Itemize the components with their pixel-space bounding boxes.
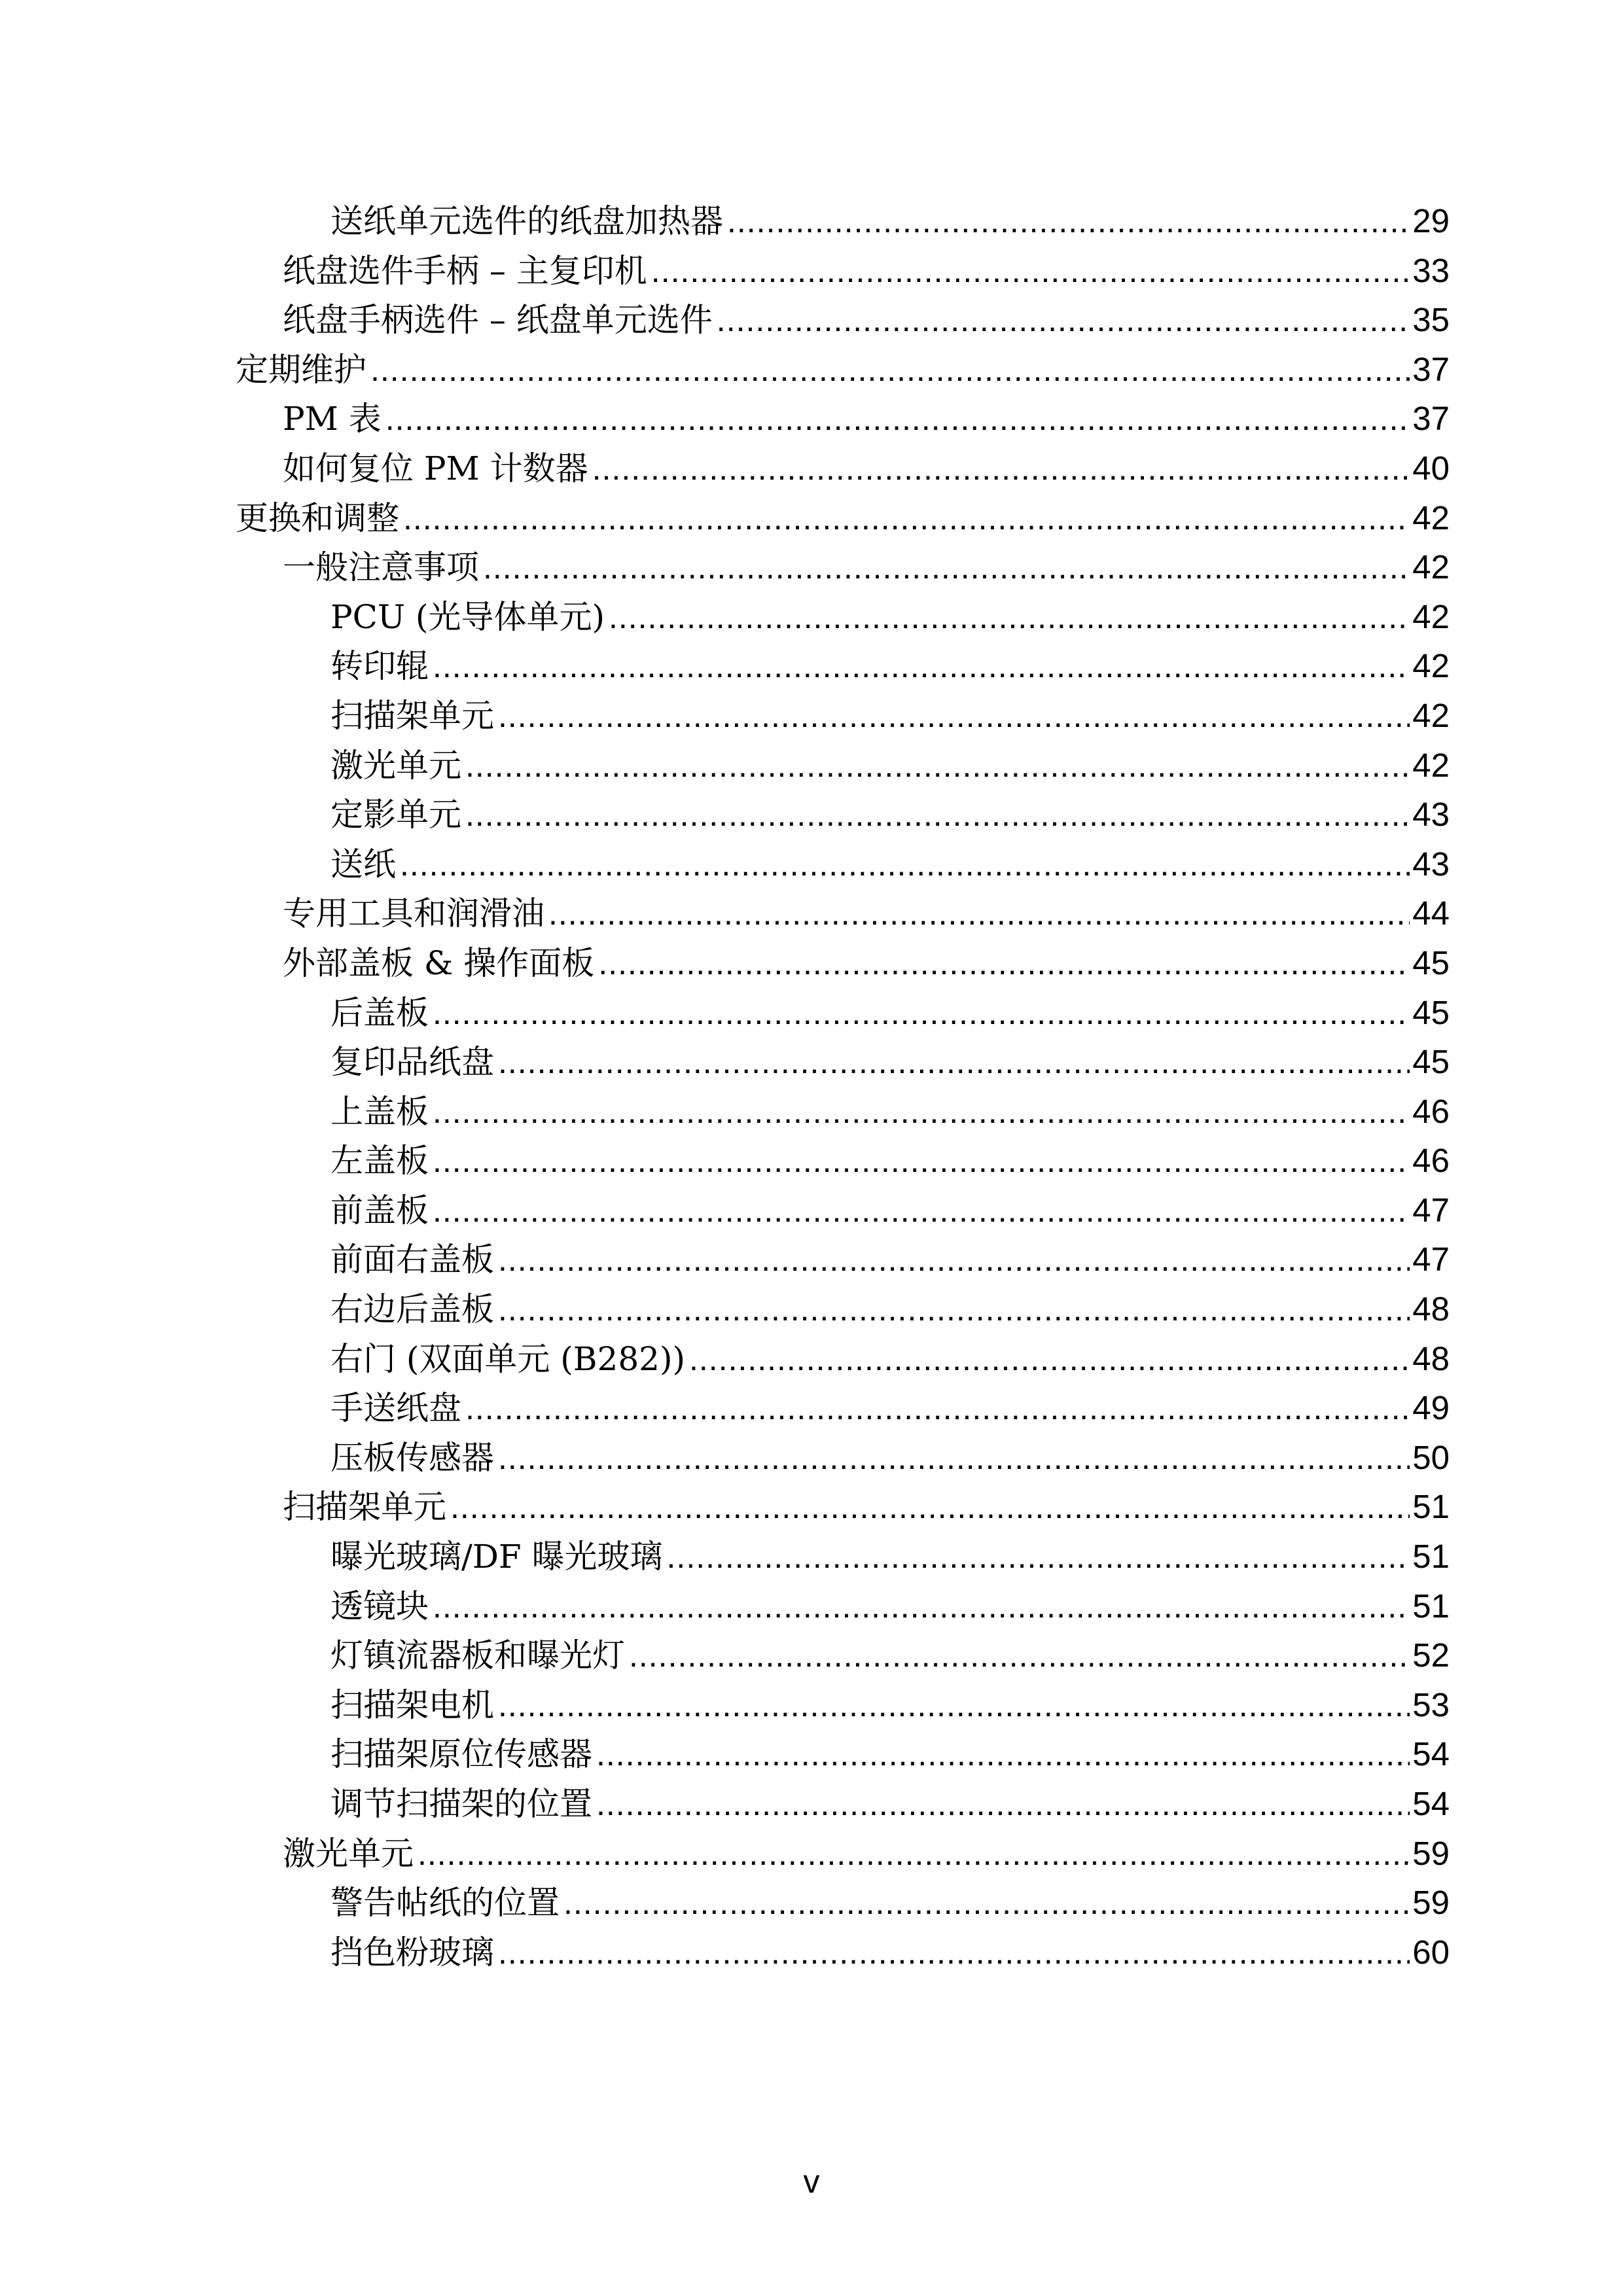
toc-entry-title: 右边后盖板 <box>330 1290 494 1329</box>
toc-entry-title: 激光单元 <box>330 746 461 785</box>
toc-entry[interactable] <box>236 542 1450 592</box>
toc-entry-title: 透镜块 <box>330 1587 429 1625</box>
toc-entry[interactable] <box>236 246 1450 296</box>
toc-entry-page: 29 <box>1412 202 1450 239</box>
toc-entry-title: 专用工具和润滑油 <box>283 894 544 933</box>
toc-entry[interactable] <box>236 295 1450 345</box>
toc-entry[interactable] <box>236 1680 1450 1730</box>
toc-entry[interactable] <box>236 691 1450 741</box>
toc-entry-title: 手送纸盘 <box>330 1389 461 1428</box>
toc-entry-title: 一般注意事项 <box>283 548 479 587</box>
toc-dot-leader <box>596 1780 1410 1829</box>
toc-entry-page: 42 <box>1412 696 1450 734</box>
toc-entry[interactable] <box>236 196 1450 246</box>
toc-entry-title: 警告帖纸的位置 <box>330 1884 560 1922</box>
toc-entry[interactable] <box>236 1433 1450 1483</box>
toc-entry-page: 45 <box>1412 993 1450 1031</box>
toc-entry-title: 定期维护 <box>236 350 366 389</box>
toc-entry-title: 激光单元 <box>283 1834 414 1873</box>
toc-entry[interactable] <box>236 1878 1450 1928</box>
toc-entry-title: 右门 (双面单元 (B282)) <box>330 1339 685 1378</box>
toc-dot-leader <box>563 1879 1410 1928</box>
toc-dot-leader <box>629 1631 1410 1680</box>
toc-dot-leader <box>400 840 1410 889</box>
toc-entry-page: 43 <box>1412 796 1450 834</box>
toc-dot-leader <box>433 989 1410 1038</box>
toc-entry[interactable] <box>236 1186 1450 1235</box>
toc-entry-title: PM 表 <box>283 400 382 438</box>
toc-entry-title: 左盖板 <box>330 1142 429 1180</box>
toc-entry[interactable] <box>236 1779 1450 1829</box>
toc-entry[interactable] <box>236 345 1450 395</box>
toc-entry-page: 46 <box>1412 1142 1450 1180</box>
toc-entry-title: 上盖板 <box>330 1092 429 1131</box>
toc-dot-leader <box>598 939 1410 988</box>
toc-entry-title: 扫描架单元 <box>330 696 494 735</box>
toc-dot-leader <box>483 543 1410 592</box>
toc-entry[interactable] <box>236 988 1450 1038</box>
toc-entry-page: 54 <box>1412 1785 1450 1822</box>
toc-entry-page: 44 <box>1412 894 1450 932</box>
toc-entry-page: 49 <box>1412 1389 1450 1427</box>
toc-entry-title: PCU (光导体单元) <box>330 597 605 636</box>
toc-entry[interactable] <box>236 938 1450 988</box>
toc-entry-page: 60 <box>1412 1933 1450 1971</box>
toc-entry-page: 37 <box>1412 350 1450 388</box>
toc-entry-page: 46 <box>1412 1092 1450 1130</box>
toc-entry-title: 挡色粉玻璃 <box>330 1933 494 1971</box>
toc-entry[interactable] <box>236 444 1450 493</box>
toc-dot-leader <box>498 1038 1410 1087</box>
toc-entry-page: 48 <box>1412 1290 1450 1328</box>
toc-entry-title: 调节扫描架的位置 <box>330 1785 592 1823</box>
toc-dot-leader <box>651 247 1410 296</box>
toc-entry-page: 50 <box>1412 1438 1450 1476</box>
toc-entry[interactable] <box>236 1136 1450 1186</box>
toc-entry-page: 52 <box>1412 1636 1450 1674</box>
toc-entry[interactable] <box>236 1334 1450 1384</box>
toc-entry[interactable] <box>236 790 1450 839</box>
toc-entry[interactable] <box>236 493 1450 543</box>
toc-dot-leader <box>370 345 1410 395</box>
toc-dot-leader <box>433 642 1410 691</box>
toc-dot-leader <box>592 444 1410 493</box>
toc-entry-page: 42 <box>1412 597 1450 635</box>
toc-entry[interactable] <box>236 1235 1450 1284</box>
toc-entry[interactable] <box>236 1087 1450 1137</box>
toc-entry-title: 更换和调整 <box>236 499 399 537</box>
toc-dot-leader <box>667 1532 1410 1581</box>
toc-entry[interactable] <box>236 1383 1450 1433</box>
toc-dot-leader <box>498 1681 1410 1730</box>
toc-dot-leader <box>385 395 1410 444</box>
toc-dot-leader <box>465 1384 1410 1433</box>
toc-dot-leader <box>498 1285 1410 1334</box>
toc-dot-leader <box>717 296 1410 345</box>
toc-dot-leader <box>450 1483 1410 1532</box>
toc-entry-page: 42 <box>1412 499 1450 537</box>
toc-entry-page: 35 <box>1412 301 1450 339</box>
toc-entry[interactable] <box>236 1284 1450 1334</box>
toc-entry-page: 37 <box>1412 400 1450 438</box>
toc-dot-leader <box>548 889 1410 938</box>
toc-dot-leader <box>689 1335 1410 1384</box>
toc-dot-leader <box>498 692 1410 741</box>
toc-dot-leader <box>433 1087 1410 1137</box>
toc-entry-title: 复印品纸盘 <box>330 1043 494 1082</box>
toc-entry[interactable] <box>236 592 1450 642</box>
toc-entry-title: 扫描架单元 <box>283 1488 446 1527</box>
toc-entry[interactable] <box>236 1532 1450 1581</box>
toc-dot-leader <box>498 1235 1410 1284</box>
toc-entry-title: 后盖板 <box>330 993 429 1032</box>
toc-dot-leader <box>498 1928 1410 1977</box>
toc-entry[interactable] <box>236 394 1450 444</box>
toc-entry-title: 转印辊 <box>330 647 429 686</box>
toc-entry-page: 47 <box>1412 1241 1450 1279</box>
toc-entry-page: 51 <box>1412 1488 1450 1526</box>
toc-entry-title: 曝光玻璃/DF 曝光玻璃 <box>330 1538 663 1576</box>
toc-entry-page: 40 <box>1412 449 1450 487</box>
toc-entry-page: 59 <box>1412 1834 1450 1872</box>
toc-entry-page: 51 <box>1412 1538 1450 1576</box>
toc-entry-page: 43 <box>1412 845 1450 883</box>
toc-dot-leader <box>596 1730 1410 1779</box>
toc-entry-title: 外部盖板 & 操作面板 <box>283 944 595 982</box>
toc-entry-page: 48 <box>1412 1339 1450 1377</box>
toc-entry[interactable] <box>236 1482 1450 1532</box>
toc-entry[interactable] <box>236 889 1450 938</box>
toc-entry-page: 42 <box>1412 647 1450 685</box>
toc-entry-title: 送纸 <box>330 845 396 883</box>
toc-dot-leader <box>403 494 1410 543</box>
toc-entry[interactable] <box>236 1729 1450 1779</box>
toc-entry[interactable] <box>236 641 1450 691</box>
page-number: v <box>803 2163 820 2200</box>
toc-entry-page: 51 <box>1412 1587 1450 1625</box>
toc-entry-page: 33 <box>1412 251 1450 289</box>
toc-entry-title: 送纸单元选件的纸盘加热器 <box>330 202 723 240</box>
toc-entry[interactable] <box>236 839 1450 889</box>
toc-entry-page: 59 <box>1412 1884 1450 1922</box>
table-of-contents <box>236 196 1450 1977</box>
toc-dot-leader <box>433 1582 1410 1631</box>
toc-entry-title: 定影单元 <box>330 796 461 834</box>
toc-dot-leader <box>433 1137 1410 1186</box>
toc-entry-title: 灯镇流器板和曝光灯 <box>330 1636 625 1675</box>
toc-entry-title: 压板传感器 <box>330 1438 494 1477</box>
toc-entry-title: 纸盘手柄选件 – 纸盘单元选件 <box>283 301 713 340</box>
toc-entry-title: 扫描架原位传感器 <box>330 1735 592 1774</box>
toc-entry-page: 47 <box>1412 1191 1450 1229</box>
toc-entry-title: 扫描架电机 <box>330 1686 494 1724</box>
toc-entry[interactable] <box>236 1037 1450 1087</box>
toc-entry[interactable] <box>236 1928 1450 1977</box>
toc-entry-title: 前盖板 <box>330 1191 429 1229</box>
toc-entry-title: 前面右盖板 <box>330 1241 494 1279</box>
toc-entry-page: 42 <box>1412 548 1450 586</box>
toc-dot-leader <box>418 1829 1410 1879</box>
toc-entry[interactable] <box>236 1581 1450 1631</box>
toc-entry-page: 42 <box>1412 746 1450 784</box>
toc-entry-page: 45 <box>1412 1043 1450 1081</box>
toc-entry-title: 如何复位 PM 计数器 <box>283 449 588 487</box>
toc-dot-leader <box>433 1186 1410 1235</box>
toc-entry[interactable] <box>236 1631 1450 1680</box>
toc-dot-leader <box>498 1434 1410 1483</box>
toc-entry-page: 53 <box>1412 1686 1450 1723</box>
toc-entry-title: 纸盘选件手柄 – 主复印机 <box>283 251 647 290</box>
toc-dot-leader <box>465 790 1410 839</box>
toc-entry-page: 45 <box>1412 944 1450 981</box>
toc-dot-leader <box>727 197 1410 246</box>
toc-dot-leader <box>465 741 1410 790</box>
toc-entry[interactable] <box>236 741 1450 790</box>
toc-entry[interactable] <box>236 1829 1450 1879</box>
toc-dot-leader <box>609 593 1410 642</box>
toc-entry-page: 54 <box>1412 1735 1450 1773</box>
